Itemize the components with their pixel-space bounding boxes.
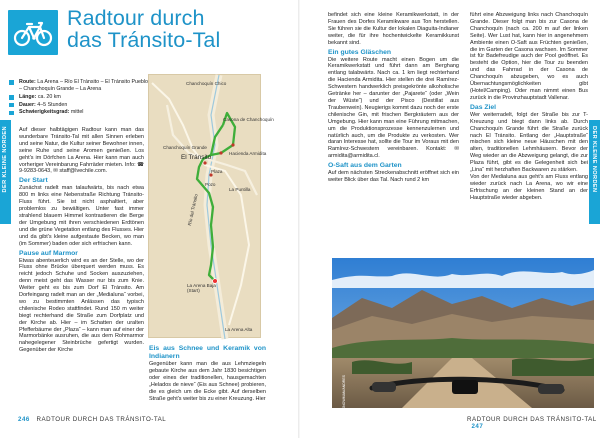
ziel-text: Wer weiterradelt, folgt der Straße bis zur T-Kreuzung und biegt dann links ab. Durch Chanchoquín Grande führt die Straße zurück nach El Tránsito. Entlang der „Hauptstraße“ mischen sich kleine neue Häuschen mit den alten, traditionellen Lehmhäusern. Bevor der Weg wieder an die Abzweigung gelangt, die zur Plaza führt, gibt es die Gelegenheit sich bei „Lina“ mit herzhaften Backwaren zu stärken. [470,111,588,174]
ziel-heading: Das Ziel [470,103,497,111]
page-number-left: 246 [18,416,30,423]
map-label-la-puntilla: La Puntilla [229,187,251,192]
route-map-graphic [149,75,262,339]
map-label-el-transito: El Tránsito [181,154,212,161]
route-info-list [8,79,148,117]
map-label-la-arena-baja: La Arena Baja (Start) [187,283,216,293]
ziel-text-2: Von der Medialuna aus geht's am Fluss entlang wieder zurück nach La Arena, wo wir eine Erfrischung an der kleinen Stand an der Hauptstraße wieder abgeben. [470,173,588,201]
marmor-heading: Pause auf Marmor [19,249,78,257]
side-tab-right-label: DER KLEINE NORDEN [591,126,597,193]
r1-text: befindet sich eine kleine Keramikwerkstatt, in der Frauen des Dorfes Keramikware aus Ton herstellen. Sie führen sie die Kultur der lokalen Diaguita-Indianer weiter, die für ihre hochentwickelte Keramikkunst bekannt sind. [328,12,459,46]
info-label: Route: [19,79,36,85]
landscape-photo [332,258,594,408]
page-title [67,7,220,51]
map-label-chanchoquin-grande: Chanchoquín Grande [163,145,207,150]
marmor-text: Etwas abenteuerlich wird es an der Stelle, wo der Fluss ohne Brücke überquert werden muss. Es reicht jedoch Schuhe und Socken auszuziehen, denn meist geht das Wasser nur bis zum Knie. Weiter geht es bis zum Dorf El Tránsito. Am Dorfeingang radelt man an der „Medialuna“ vorbei, wo zu bestimmten Anlässen das typisch chilenische Rodeo stattfindet. Rund 150 m weiter biegt rechterhand die Straße zum Dorfplatz und der Kirche ab. Hier – im Schatten der uralten Pfefferbäume der „Plaza“ – kann man auf einer der Marmorbänke ausruhen, die aus dem Rohmarmor nahegelegener Steinbrüche gefertigt wurden. Gegenüber der Kirche [19,257,144,354]
map-label-casona: Casona de Chanchoquín [223,117,274,122]
info-value: La Arena – Río El Tránsito – El Tránsito Pueblo – Chanchoquín Grande – La Arena [19,79,148,93]
map-label-pozo: Pozo [205,182,216,187]
glaeschen-heading: Ein gutes Gläschen [328,48,392,56]
map-label-hacienda: Hacienda Armidita [229,151,267,156]
map-label-chanchoquin-chico: Chanchoquín Chico [186,81,227,86]
schnee-text: Gegenüber kann man die aus Lehmziegeln gebaute Kirche aus dem Jahr 1830 besichtigen oder eines der traditionellen, hausgemachten „Helados de nieve“ (Eis aus Schnee) probieren, die es gleich um die Ecke gibt. Auf derselben Straße geht's weiter bis zu einer Kreuzung. Hier [149,361,266,402]
info-label: Schwierigkeitsgrad: [19,109,70,116]
schnee-section [149,343,266,402]
info-label: Dauer: [19,101,36,108]
info-duration [8,102,148,109]
info-length [8,94,148,101]
intro-text: Auf dieser halbtägigen Radtour kann man das wunderbare Tránsito-Tal mit allen Sinnen erleben und seine Natur, die Kultur seiner Bewohner innen, seine Ruhe und seine Aromen genießen. Los geht's im Dörfchen La Arena. Hier kann man auch vorheriger Vereinbarung Fahrräder mieten. Info: ☎ 9-9283-0643, ✉ staff@lvechile.com. [19,127,144,175]
title-line-1: Radtour durch [67,6,205,30]
footer-right-text: RADTOUR DURCH DAS TRÁNSITO-TAL [467,416,597,423]
footer-right [467,416,600,430]
footer-left-text: RADTOUR DURCH DAS TRÁNSITO-TAL [36,416,167,423]
map-label-plaza: Plaza [211,169,223,174]
right-column-2 [470,12,588,202]
page-number-right: 247 [471,423,484,430]
footer-left [18,416,166,423]
glaeschen-text: Die weitere Route macht einen Bogen um die Keramikwerkstatt und führt dann am Berghang entlang talabwärts. Nach ca. 1 km liegt rechterhand die Hacienda Armidita. Hier stellen die drei Ramírez-Schwestern handwerklich preisgekrönte alkoholische Getränke her – darunter der „Pajarete“ (oder „Wein der Wüste“) und der Pisco (Destillat aus Traubenwein). Neugierigs kommt dazu noch der erste chilenische Gin, mit frischen Bergkräutern aus der Umgebung. Hier kann man eine Führung mitmachen, um die Produktionsprozesse kennenzulernen und natürlich auch, um die Produkte zu verkosten. Wer daran Interesse hat, sollte die Tour im Voraus mit den Ramírez-Schwestern vereinbaren. Kontakt: ✉ armidita@armidita.cl. [328,56,459,160]
info-value: mittel [70,109,84,116]
right-column-1 [328,12,459,184]
map-label-river: Río del Tránsito [187,193,199,227]
info-route [8,79,148,93]
bike-badge [8,10,58,55]
garten-text: Auf dem nächsten Streckenabschnitt eröffnet sich ein weiter Blick über das Tal. Nach rund 2 km [328,170,459,184]
route-map [148,74,274,338]
schnee-heading: Eis aus Schnee und Keramik von Indianern [149,345,266,360]
mountain-bike-photo [332,258,594,408]
bicycle-icon [13,19,53,47]
info-label: Länge: [19,93,37,100]
start-heading: Der Start [19,177,48,185]
photo-credit: © SNOWMAN/ANDRES [342,375,346,415]
garten-heading: O-Saft aus dem Garten [328,162,402,170]
info-value: 4–5 Stunden [37,101,68,108]
side-tab-left-label: DER KLEINE NORDEN [2,126,8,193]
left-column [19,127,144,354]
start-text: Zunächst radelt man talaufwärts, bis nach etwa 800 m links eine Nebenstraße Richtung Tránsito-Fluss führt. Sie ist nicht asphaltiert, aber problemlos zu bewältigen. Unter fast immer strahlend blauem Himmel kontrastieren die Berge der Umgebung mit ihren verschiedenen Erdtönen und die grüne Vegetation entlang des Flusses. Hier und da gibt's kleine aufgestaute Becken, wo man (im Sommer) baden oder sich erfrischen kann. [19,185,144,247]
info-value: ca. 20 km [37,93,61,100]
title-line-2: das Tránsito-Tal [67,28,221,52]
map-label-la-arena-alta: La Arena Alta [225,327,253,332]
r2-text: führt eine Abzweigung links nach Chanchoquín Grande. Dieser folgt man bis zur Casona de Chanchoquín (nach ca. 200 m auf der linken Seite). Wer Lust hat, kann hier in angenehmem Ambiente einen O-Saft aus Früchten genießen, die im Garten der Casona wachsen. Im Sommer ist für Badefreudige auch der Pool geöffnet. Es besteht die Option, hier die Tour zu beenden und das Fahrrad in der Casona de Chanchoquín abzugeben, wo es auch Übernachtungsmöglichkeiten gibt (Hotel/Camping). Oder man nimmt einen Bus zurück in die Provinzhauptstadt Vallenar. [470,12,588,101]
info-difficulty [8,109,148,116]
